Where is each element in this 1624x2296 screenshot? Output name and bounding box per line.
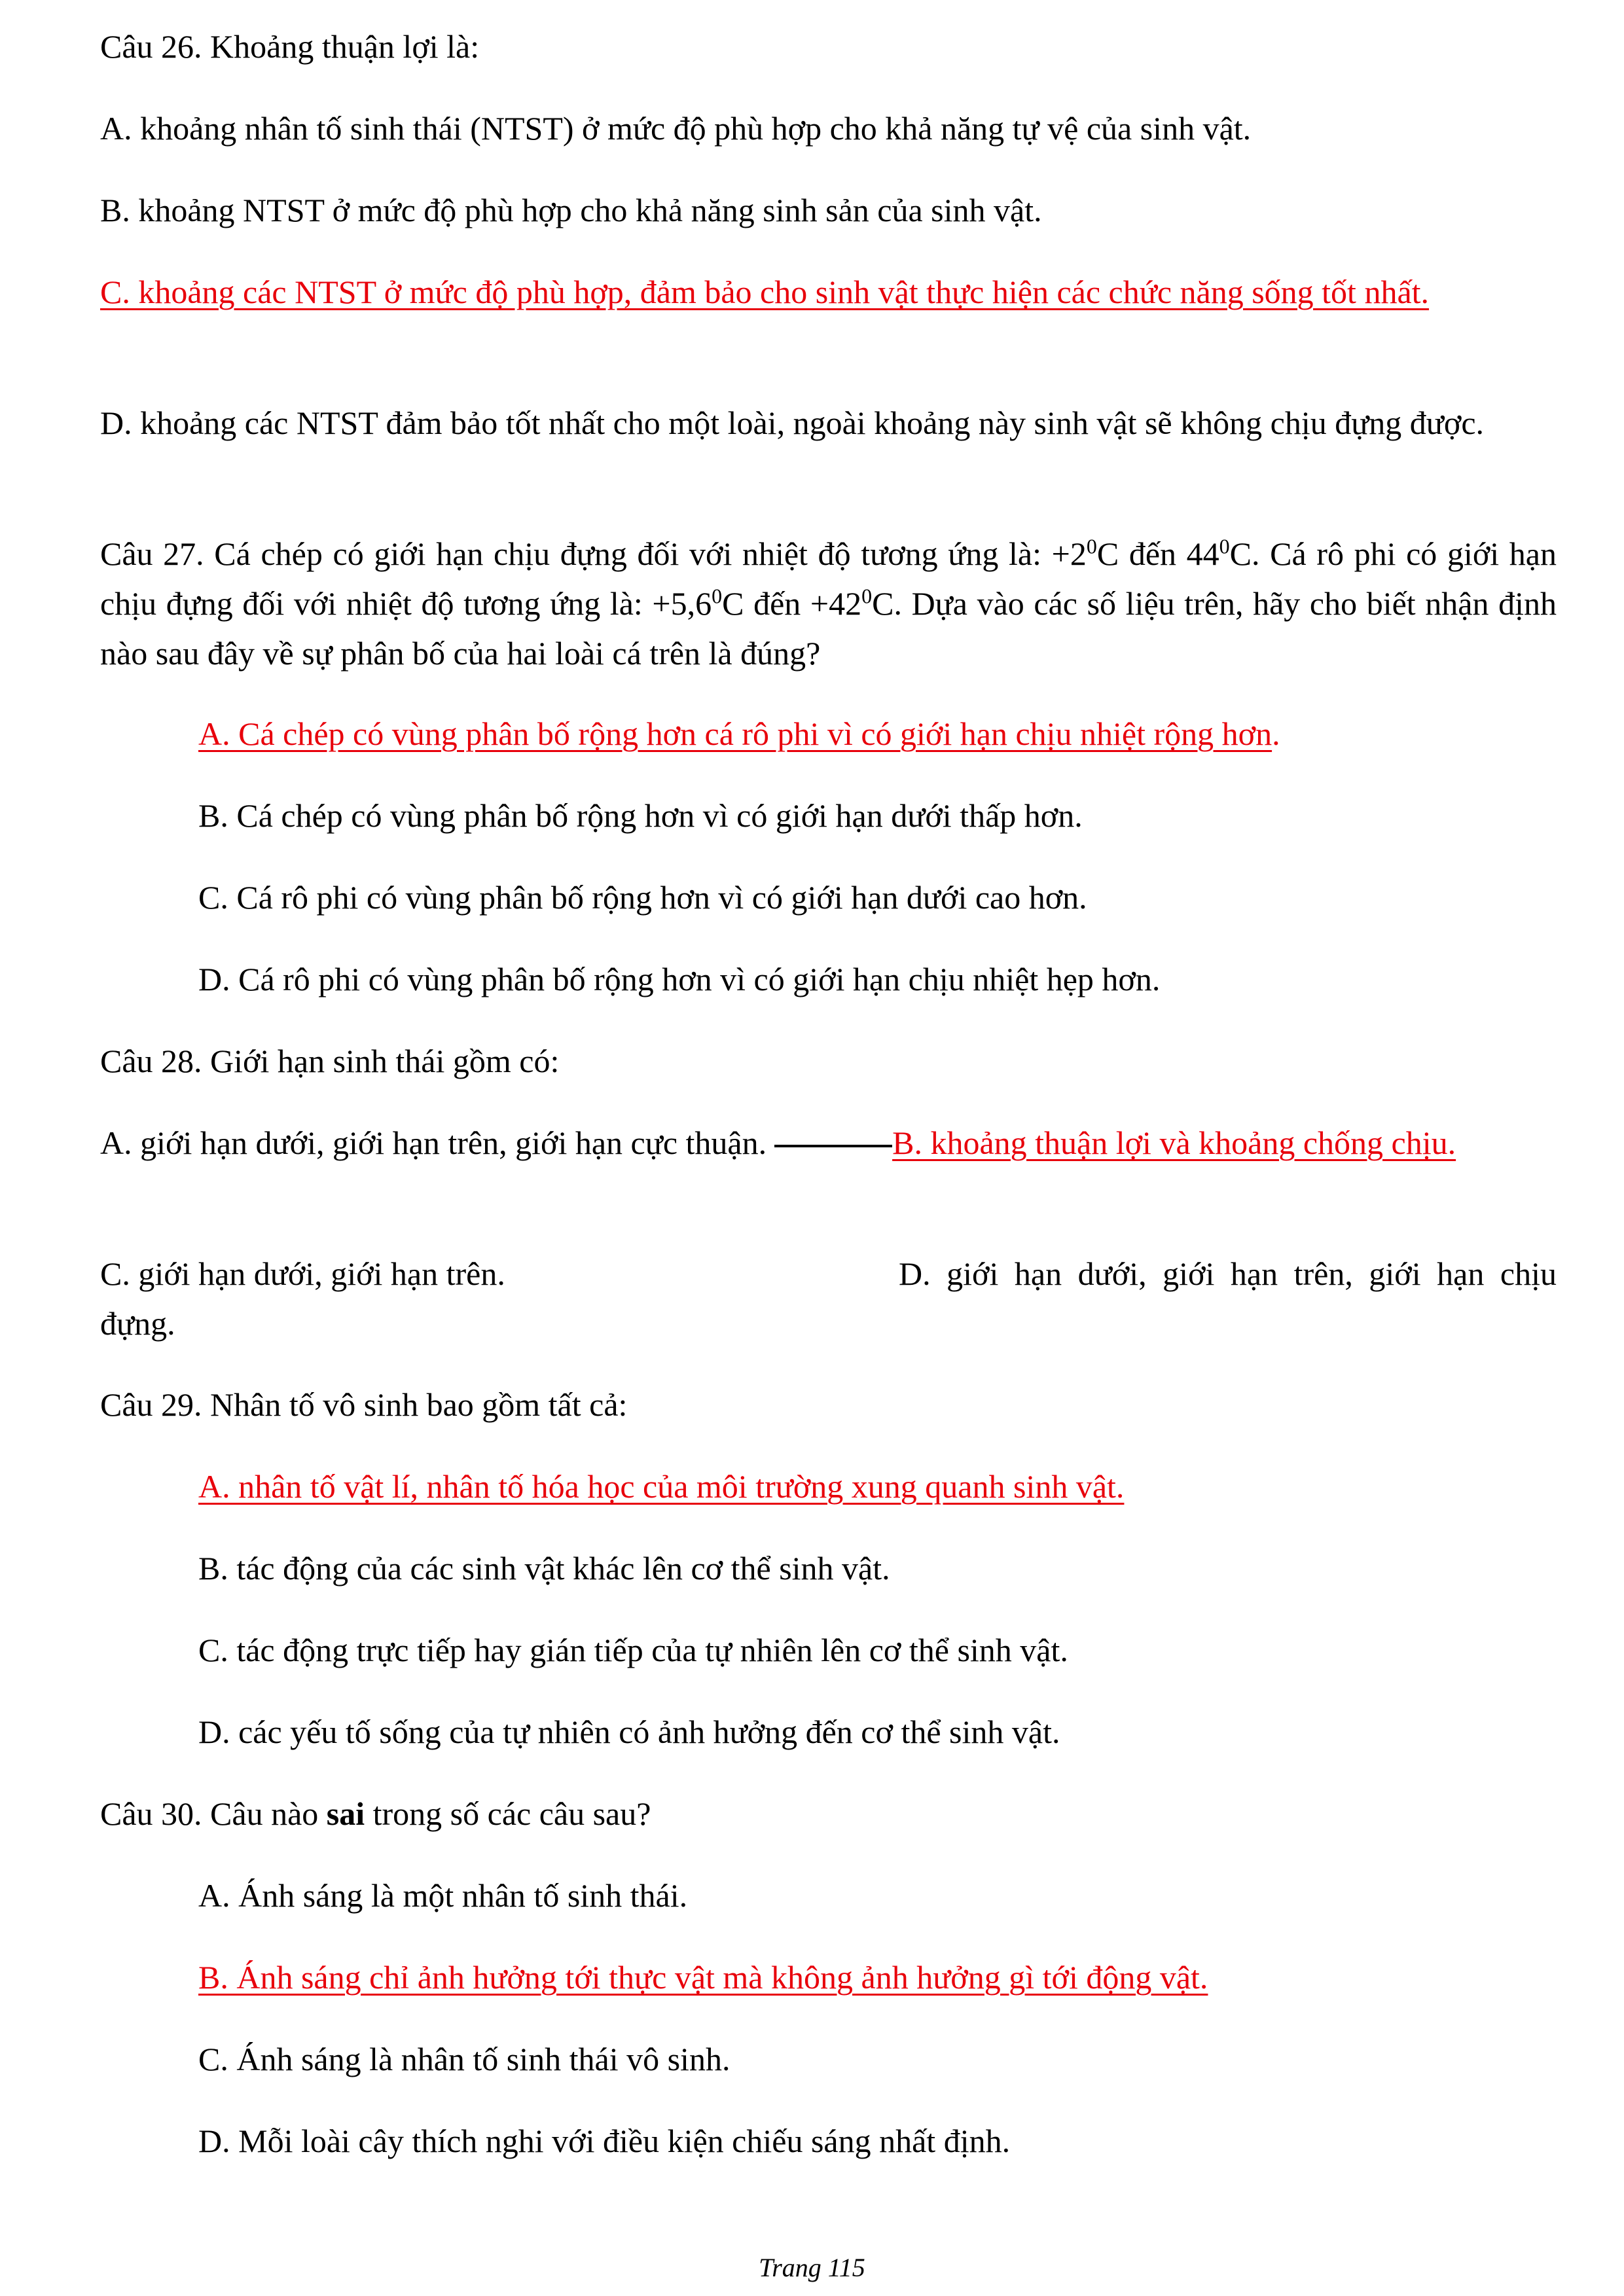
q30-option-c: C. Ánh sáng là nhân tố sinh thái vô sinh.	[198, 2041, 731, 2077]
question-26: Câu 26. Khoảng thuận lợi là:	[100, 28, 480, 65]
q28-correct-answer: B. khoảng thuận lợi và khoảng chống chịu.	[892, 1124, 1456, 1161]
q30-option-a: A. Ánh sáng là một nhân tố sinh thái.	[198, 1877, 688, 1914]
question-30: Câu 30. Câu nào sai trong số các câu sau?	[100, 1795, 651, 1832]
answer-blank-line	[774, 1145, 892, 1147]
q27-option-c: C. Cá rô phi có vùng phân bố rộng hơn vì có giới hạn dưới cao hơn.	[198, 879, 1087, 916]
question-29: Câu 29. Nhân tố vô sinh bao gồm tất cả:	[100, 1386, 628, 1423]
q27-option-d: D. Cá rô phi có vùng phân bố rộng hơn vì có giới hạn chịu nhiệt hẹp hơn.	[198, 961, 1161, 997]
q26-correct-answer: C. khoảng các NTST ở mức độ phù hợp, đảm bảo cho sinh vật thực hiện các chức năng sống tốt nhất.	[100, 274, 1430, 310]
q27-correct-answer: A. Cá chép có vùng phân bố rộng hơn cá rô phi vì có giới hạn chịu nhiệt rộng hơn	[198, 715, 1272, 752]
q28-option-d: D. giới hạn dưới, giới hạn trên, giới hạn chịu đựng.	[100, 1255, 1557, 1342]
q30-option-d: D. Mỗi loài cây thích nghi với điều kiện chiếu sáng nhất định.	[198, 2123, 1011, 2159]
q29-option-b: B. tác động của các sinh vật khác lên cơ thể sinh vật.	[198, 1550, 890, 1587]
q29-option-a-correct	[198, 1462, 1557, 1511]
q29-correct-answer: A. nhân tố vật lí, nhân tố hóa học của môi trường xung quanh sinh vật.	[198, 1468, 1125, 1505]
question-28: Câu 28. Giới hạn sinh thái gồm có:	[100, 1043, 560, 1079]
q30-option-b-correct	[198, 1952, 1557, 2002]
q30-correct-answer: B. Ánh sáng chỉ ảnh hưởng tới thực vật mà không ảnh hưởng gì tới động vật.	[198, 1959, 1208, 1996]
q28-options-a-b	[100, 1118, 1557, 1168]
q29-option-d: D. các yếu tố sống của tự nhiên có ảnh hưởng đến cơ thể sinh vật.	[198, 1713, 1060, 1750]
q27-option-a-correct: A. Cá chép có vùng phân bố rộng hơn cá rô phi vì có giới hạn chịu nhiệt rộng hơn.	[198, 715, 1280, 752]
page-number: Trang 115	[759, 2253, 865, 2282]
q26-option-c-correct	[100, 267, 1557, 317]
q28-options-c-d	[100, 1249, 1557, 1348]
q29-option-c: C. tác động trực tiếp hay gián tiếp của tự nhiên lên cơ thể sinh vật.	[198, 1632, 1068, 1668]
q27-option-b: B. Cá chép có vùng phân bố rộng hơn vì có giới hạn dưới thấp hơn.	[198, 797, 1083, 834]
q26-option-a: A. khoảng nhân tố sinh thái (NTST) ở mức độ phù hợp cho khả năng tự vệ của sinh vật.	[100, 110, 1252, 147]
q26-option-b: B. khoảng NTST ở mức độ phù hợp cho khả năng sinh sản của sinh vật.	[100, 192, 1042, 228]
q26-option-d: D. khoảng các NTST đảm bảo tốt nhất cho một loài, ngoài khoảng này sinh vật sẽ không chịu đựng được.	[100, 404, 1485, 441]
emphasis-sai: sai	[326, 1795, 365, 1832]
q28-option-a: A. giới hạn dưới, giới hạn trên, giới hạn cực thuận.	[100, 1124, 767, 1161]
question-27: Câu 27. Cá chép có giới hạn chịu đựng đối với nhiệt độ tương ứng là: $+2^0C$ đến $44^0C$. Cá rô phi có giới hạn chịu đựng đối với nhiệt độ tương ứng là: $+5,6^0C$ đến $+42^0C$. Dựa vào các số liệu trên, hãy cho biết nhận định nào sau đây về sự phân bố của hai loài cá trên là đúng?	[100, 534, 1557, 672]
q28-option-c: C. giới hạn dưới, giới hạn trên.	[100, 1255, 505, 1292]
